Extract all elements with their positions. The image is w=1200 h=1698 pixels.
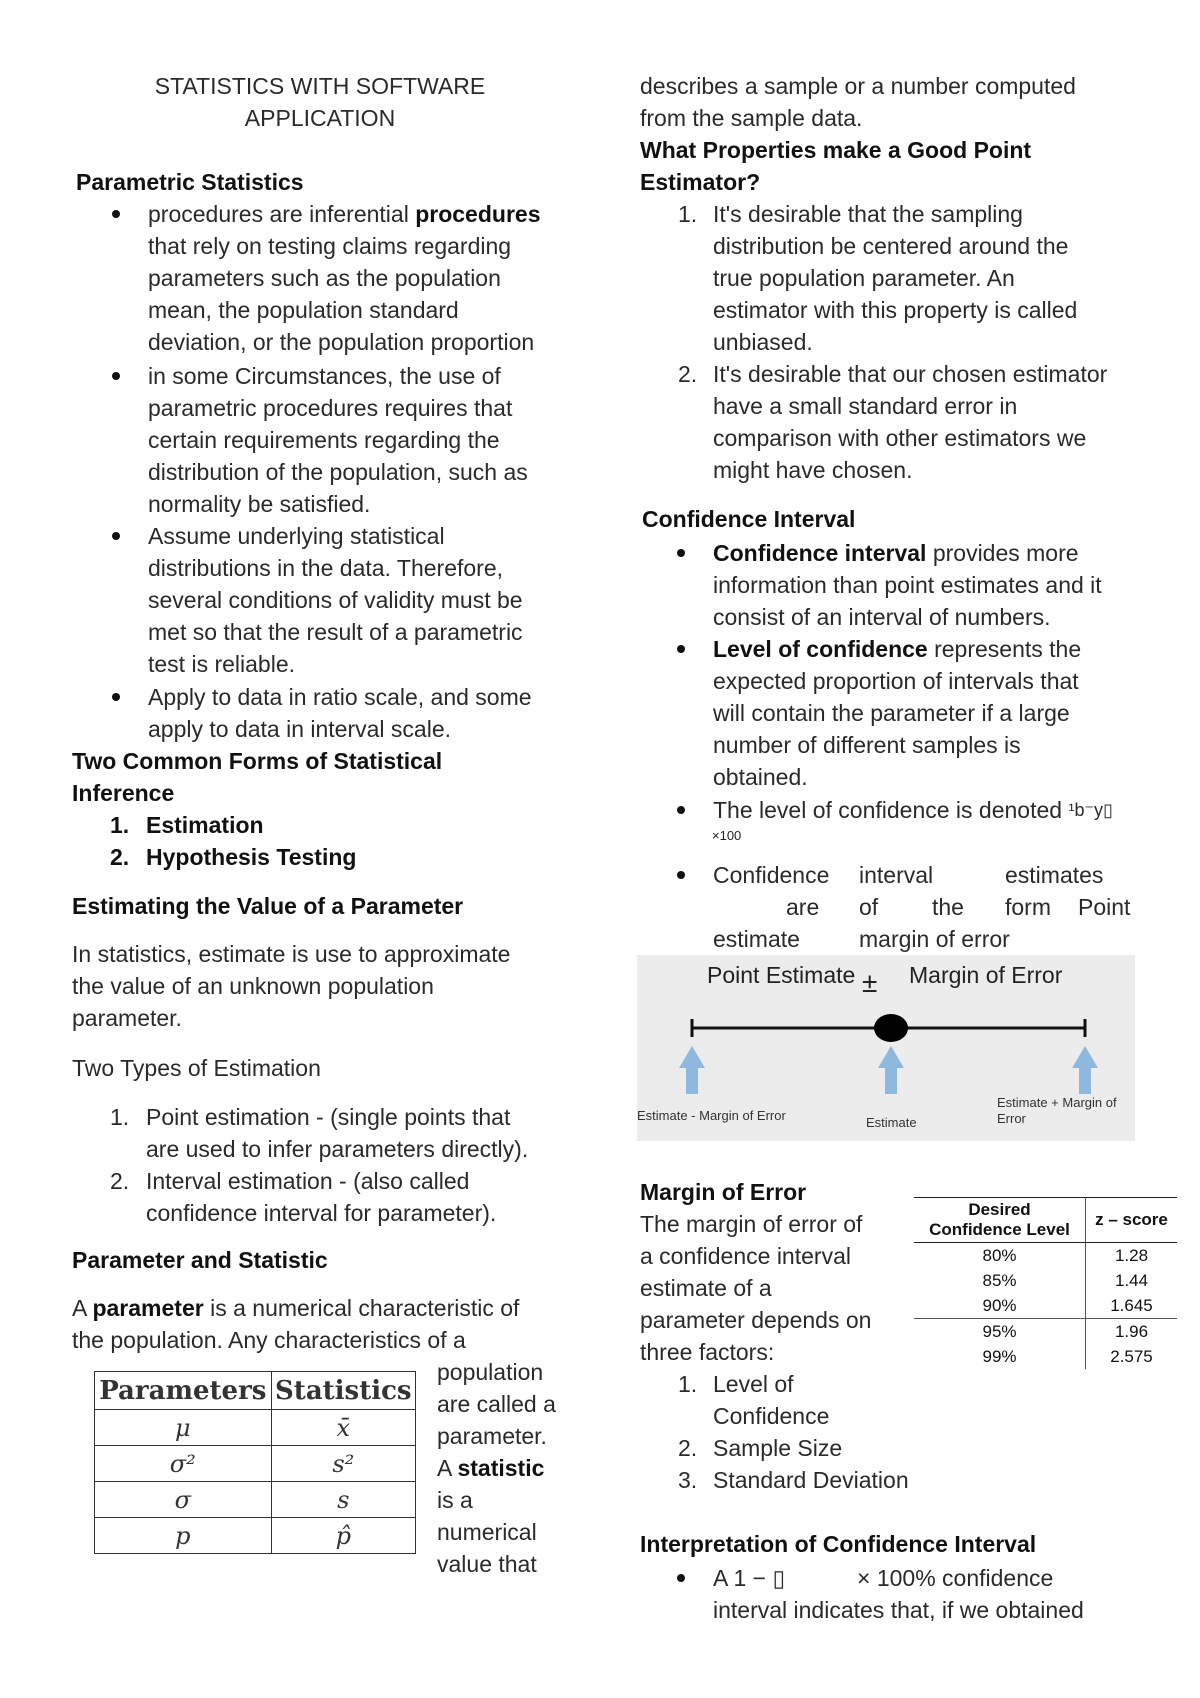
bullet-icon	[112, 532, 120, 540]
table-header: Statistics	[271, 1372, 415, 1410]
ci-bullet-2: Level of confidence represents the expected proportion of intervals that will contain the parameter if a large number of different samples is obtained.	[713, 636, 1082, 790]
ci-bullet-3: The level of confidence is denoted $^{^1b^-y▯}$	[713, 797, 1113, 823]
z-score-table	[914, 1197, 1177, 1369]
arrow-left-icon	[679, 1046, 705, 1094]
arrow-right-icon	[1072, 1046, 1098, 1094]
table-row: σ² s²	[95, 1446, 416, 1482]
moe-paragraph: The margin of error of a confidence interval estimate of a parameter depends on three factors:	[640, 1211, 872, 1365]
bullet-icon	[677, 1574, 685, 1582]
forms-item-hypothesis: Hypothesis Testing	[146, 844, 357, 870]
ci-bullet-1: Confidence interval provides more information than point estimates and it consist of an interval of numbers.	[713, 540, 1102, 630]
parameter-side-text: population are called a parameter. A statistic is a numerical value that	[437, 1359, 556, 1577]
table-row: p p̂	[95, 1518, 416, 1554]
estimation-type-interval: Interval estimation - (also called confidence interval for parameter).	[146, 1168, 497, 1226]
margin-of-error-diagram	[637, 955, 1135, 1141]
bullet-icon	[677, 871, 685, 879]
diagram-lower-label: Estimate - Margin of Error	[637, 1108, 786, 1123]
good-estimator-item-2: It's desirable that our chosen estimator have a small standard error in comparison with other estimators we might have chosen.	[713, 361, 1108, 483]
arrow-center-icon	[878, 1046, 904, 1094]
parametric-bullet-2: in some Circumstances, the use of parametric procedures requires that certain requirements regarding the distribution of the population, such as normality be satisfied.	[148, 363, 528, 517]
statistic-continuation: describes a sample or a number computed from the sample data.	[640, 73, 1076, 131]
parameters-statistics-table	[94, 1371, 416, 1554]
table-row: μ x̄	[95, 1410, 416, 1446]
estimating-paragraph: In statistics, estimate is use to approximate the value of an unknown population parameter.	[72, 941, 511, 1031]
table-row: σ s	[95, 1482, 416, 1518]
ci-bullet-4: Confidence interval estimates are of the form Point estimate margin of error	[713, 862, 1131, 952]
diagram-point-estimate-label: Point Estimate	[707, 962, 856, 988]
bullet-icon	[677, 806, 685, 814]
table-header: Desired Confidence Level	[914, 1198, 1086, 1243]
bullet-icon	[112, 372, 120, 380]
parameter-paragraph: A parameter is a numerical characteristic of the population. Any characteristics of a	[72, 1295, 520, 1353]
table-row: 90% 1.645	[914, 1293, 1177, 1319]
moe-factor-3: Standard Deviation	[713, 1467, 909, 1493]
table-header: z – score	[1086, 1198, 1178, 1243]
heading-confidence-interval: Confidence Interval	[642, 506, 856, 532]
heading-margin-of-error: Margin of Error	[640, 1179, 807, 1205]
parametric-bullet-3: Assume underlying statistical distributions in the data. Therefore, several conditions of validity must be met so that the result of a parametric test is reliable.	[148, 523, 523, 677]
bullet-icon	[112, 210, 120, 218]
diagram-margin-label: Margin of Error	[909, 962, 1063, 988]
ci-bullet-3-small: ×100	[712, 828, 742, 843]
heading-estimating: Estimating the Value of a Parameter	[72, 893, 464, 919]
moe-factor-1: Level of Confidence	[713, 1371, 830, 1429]
table-header: Parameters	[95, 1372, 272, 1410]
point-estimate-dot	[874, 1014, 908, 1042]
heading-two-forms: Two Common Forms of Statistical Inference	[72, 748, 443, 806]
plus-minus-icon: ±	[862, 967, 878, 998]
good-estimator-item-1: It's desirable that the sampling distribution be centered around the true population parameter. An estimator with this property is called unbiased.	[713, 201, 1078, 355]
table-row: 85% 1.44	[914, 1268, 1177, 1293]
table-row: 95% 1.96	[914, 1319, 1177, 1345]
heading-interpretation: Interpretation of Confidence Interval	[640, 1531, 1037, 1557]
table-row: 80% 1.28	[914, 1243, 1177, 1269]
forms-item-estimation: Estimation	[146, 812, 264, 838]
parametric-bullet-1: procedures are inferential procedures that rely on testing claims regarding parameters such as the population mean, the population standard deviation, or the population proportion	[148, 201, 541, 355]
estimation-type-point: Point estimation - (single points that are used to infer parameters directly).	[146, 1104, 529, 1162]
parametric-bullet-4: Apply to data in ratio scale, and some apply to data in interval scale.	[148, 684, 532, 742]
estimation-types-label: Two Types of Estimation	[72, 1055, 321, 1081]
bullet-icon	[677, 549, 685, 557]
heading-good-estimator: What Properties make a Good Point Estimator?	[640, 137, 1032, 195]
heading-parametric: Parametric Statistics	[76, 169, 304, 195]
heading-parameter-statistic: Parameter and Statistic	[72, 1247, 328, 1273]
interpretation-bullet: A 1 − ▯ × 100% confidence interval indicates that, if we obtained	[713, 1565, 1084, 1623]
diagram-upper-label: Estimate + Margin of Error	[997, 1095, 1117, 1126]
bullet-icon	[112, 693, 120, 701]
moe-factor-2: Sample Size	[713, 1435, 843, 1461]
bullet-icon	[677, 645, 685, 653]
diagram-estimate-label: Estimate	[866, 1115, 917, 1130]
document-title: STATISTICS WITH SOFTWARE APPLICATION	[154, 73, 486, 131]
table-row: 99% 2.575	[914, 1344, 1177, 1369]
